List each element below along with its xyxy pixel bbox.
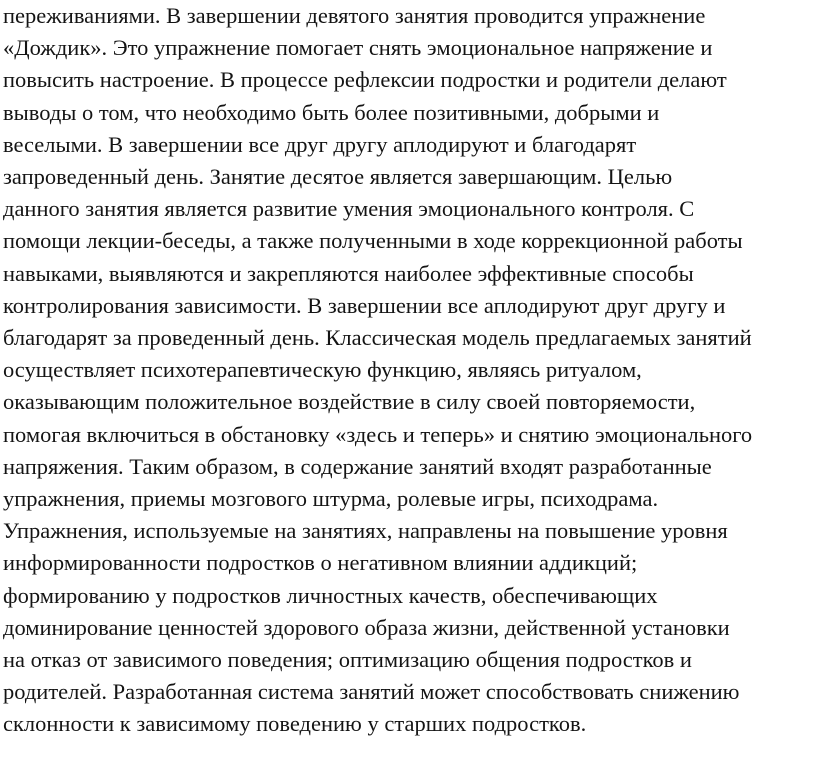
text-line: на отказ от зависимого поведения; оптимизацию общения подростков и <box>3 647 692 673</box>
text-line: напряжения. Таким образом, в содержание занятий входят разработанные <box>3 453 712 479</box>
text-line: веселыми. В завершении все друг другу аплодируют и благодарят <box>3 131 637 157</box>
text-line: доминирование ценностей здорового образа жизни, действенной установки <box>3 614 730 640</box>
text-line: благодарят за проведенный день. Классическая модель предлагаемых занятий <box>3 325 752 351</box>
text-line: навыками, выявляются и закрепляются наиболее эффективные способы <box>3 260 694 286</box>
text-line: переживаниями. В завершении девятого занятия проводится упражнение <box>3 3 706 28</box>
text-line: родителей. Разработанная система занятий может способствовать снижению <box>3 679 740 705</box>
text-line: повысить настроение. В процессе рефлексии подростки и родители делают <box>3 67 727 93</box>
text-line: запроведенный день. Занятие десятое является завершающим. Целью <box>3 164 673 190</box>
text-line: выводы о том, что необходимо быть более позитивными, добрыми и <box>3 99 660 125</box>
text-line: осуществляет психотерапевтическую функцию, являясь ритуалом, <box>3 357 642 383</box>
text-line: упражнения, приемы мозгового штурма, ролевые игры, психодрама. <box>3 486 659 512</box>
text-line: склонности к зависимому поведению у старших подростков. <box>3 711 587 737</box>
text-line: Упражнения, используемые на занятиях, направлены на повышение уровня <box>3 518 728 544</box>
text-line: контролирования зависимости. В завершении все аплодируют друг другу и <box>3 292 726 318</box>
body-text <box>3 0 816 741</box>
text-line: оказывающим положительное воздействие в силу своей повторяемости, <box>3 389 696 415</box>
text-line: данного занятия является развитие умения эмоционального контроля. С <box>3 196 695 222</box>
text-line: формированию у подростков личностных качеств, обеспечивающих <box>3 582 658 608</box>
text-line: помогая включиться в обстановку «здесь и теперь» и снятию эмоционального <box>3 421 753 447</box>
text-line: помощи лекции-беседы, а также полученными в ходе коррекционной работы <box>3 228 743 254</box>
text-line: информированности подростков о негативном влиянии аддикций; <box>3 550 638 576</box>
text-line: «Дождик». Это упражнение помогает снять эмоциональное напряжение и <box>3 35 713 61</box>
